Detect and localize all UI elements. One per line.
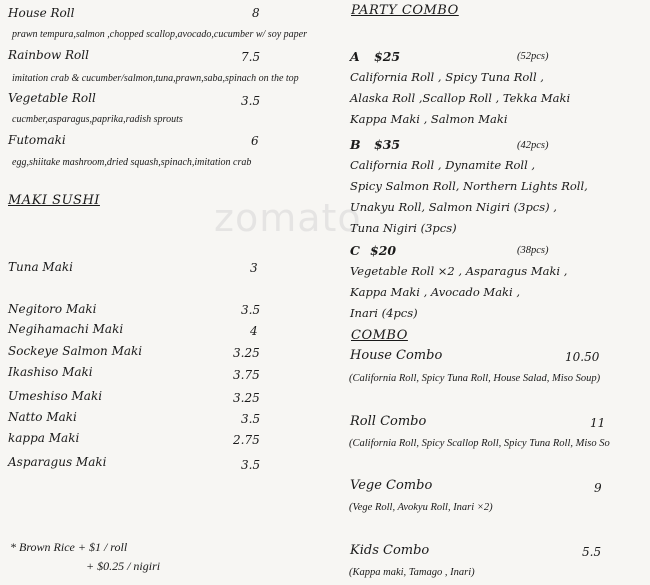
list-item: kappa Maki bbox=[8, 431, 80, 445]
combo-line: Tuna Nigiri (3pcs) bbox=[350, 221, 457, 235]
combo-line: Unakyu Roll, Salmon Nigiri (3pcs) , bbox=[350, 200, 557, 214]
item-price: 8 bbox=[252, 6, 260, 20]
combo-desc: (California Roll, Spicy Tuna Roll, House Salad, Miso Soup) bbox=[349, 373, 601, 384]
list-item: Tuna Maki bbox=[8, 260, 73, 274]
item-name: Rainbow Roll bbox=[8, 48, 89, 62]
list-item: Umeshiso Maki bbox=[8, 389, 103, 403]
item-price: 3.75 bbox=[233, 368, 260, 382]
item-price: 3.25 bbox=[233, 391, 260, 405]
item-price: 3.25 bbox=[233, 346, 260, 360]
combo-pcs: (52pcs) bbox=[517, 51, 549, 62]
combo-desc: (Kappa maki, Tamago , Inari) bbox=[349, 567, 475, 578]
combo-pcs: (42pcs) bbox=[517, 140, 549, 151]
nigiri-note: + $0.25 / nigiri bbox=[86, 559, 161, 573]
combo-letter: A bbox=[350, 49, 360, 64]
item-price: 3.5 bbox=[241, 94, 261, 108]
combo-price: 5.5 bbox=[582, 545, 602, 559]
brown-rice-note: * Brown Rice + $1 / roll bbox=[10, 540, 128, 554]
list-item: Negihamachi Maki bbox=[8, 322, 124, 336]
combo-name: Kids Combo bbox=[350, 543, 430, 558]
party-combo-heading: PARTY COMBO bbox=[351, 3, 459, 18]
combo-heading: COMBO bbox=[351, 328, 408, 343]
list-item: Natto Maki bbox=[8, 410, 77, 424]
item-price: 3.5 bbox=[241, 412, 261, 426]
combo-letter: B bbox=[350, 137, 361, 152]
item-name: Futomaki bbox=[8, 133, 66, 147]
combo-name: Vege Combo bbox=[350, 478, 433, 493]
combo-desc: (California Roll, Spicy Scallop Roll, Spicy Tuna Roll, Miso So bbox=[349, 438, 610, 449]
item-price: 6 bbox=[251, 134, 259, 148]
combo-line: California Roll , Dynamite Roll , bbox=[350, 158, 536, 172]
combo-line: Spicy Salmon Roll, Northern Lights Roll, bbox=[350, 179, 588, 193]
item-price: 3.5 bbox=[241, 303, 261, 317]
combo-name: House Combo bbox=[350, 348, 443, 363]
combo-price: 9 bbox=[594, 481, 602, 495]
list-item: Asparagus Maki bbox=[8, 455, 107, 469]
item-desc: cucmber,asparagus,paprika,radish sprouts bbox=[12, 114, 183, 125]
combo-letter: C bbox=[350, 243, 360, 258]
item-desc: imitation crab & cucumber/salmon,tuna,prawn,saba,spinach on the top bbox=[12, 73, 299, 84]
combo-line: Vegetable Roll ×2 , Asparagus Maki , bbox=[350, 264, 568, 278]
combo-desc: (Vege Roll, Avokyu Roll, Inari ×2) bbox=[349, 502, 493, 513]
combo-line: Kappa Maki , Salmon Maki bbox=[350, 112, 508, 126]
item-price: 3.5 bbox=[241, 458, 261, 472]
combo-price: 11 bbox=[590, 416, 606, 430]
combo-line: Alaska Roll ,Scallop Roll , Tekka Maki bbox=[350, 91, 571, 105]
item-price: 7.5 bbox=[241, 50, 261, 64]
list-item: Negitoro Maki bbox=[8, 302, 97, 316]
maki-sushi-heading: MAKI SUSHI bbox=[8, 193, 100, 208]
list-item: Sockeye Salmon Maki bbox=[8, 344, 143, 358]
combo-price: $25 bbox=[374, 49, 401, 64]
combo-pcs: (38pcs) bbox=[517, 245, 549, 256]
item-price: 3 bbox=[250, 261, 258, 275]
combo-line: Inari (4pcs) bbox=[350, 306, 418, 320]
combo-line: Kappa Maki , Avocado Maki , bbox=[350, 285, 521, 299]
watermark: zomato bbox=[214, 196, 362, 240]
combo-price: $35 bbox=[374, 137, 401, 152]
combo-price: $20 bbox=[370, 243, 397, 258]
item-desc: egg,shiitake mashroom,dried squash,spinach,imitation crab bbox=[12, 157, 252, 168]
item-name: Vegetable Roll bbox=[8, 91, 96, 105]
list-item: Ikashiso Maki bbox=[8, 365, 93, 379]
item-price: 4 bbox=[250, 324, 258, 338]
combo-name: Roll Combo bbox=[350, 414, 427, 429]
combo-line: California Roll , Spicy Tuna Roll , bbox=[350, 70, 544, 84]
combo-price: 10.50 bbox=[565, 350, 600, 364]
item-desc: prawn tempura,salmon ,chopped scallop,avocado,cucumber w/ soy paper bbox=[12, 29, 307, 40]
item-name: House Roll bbox=[8, 6, 75, 20]
item-price: 2.75 bbox=[233, 433, 260, 447]
